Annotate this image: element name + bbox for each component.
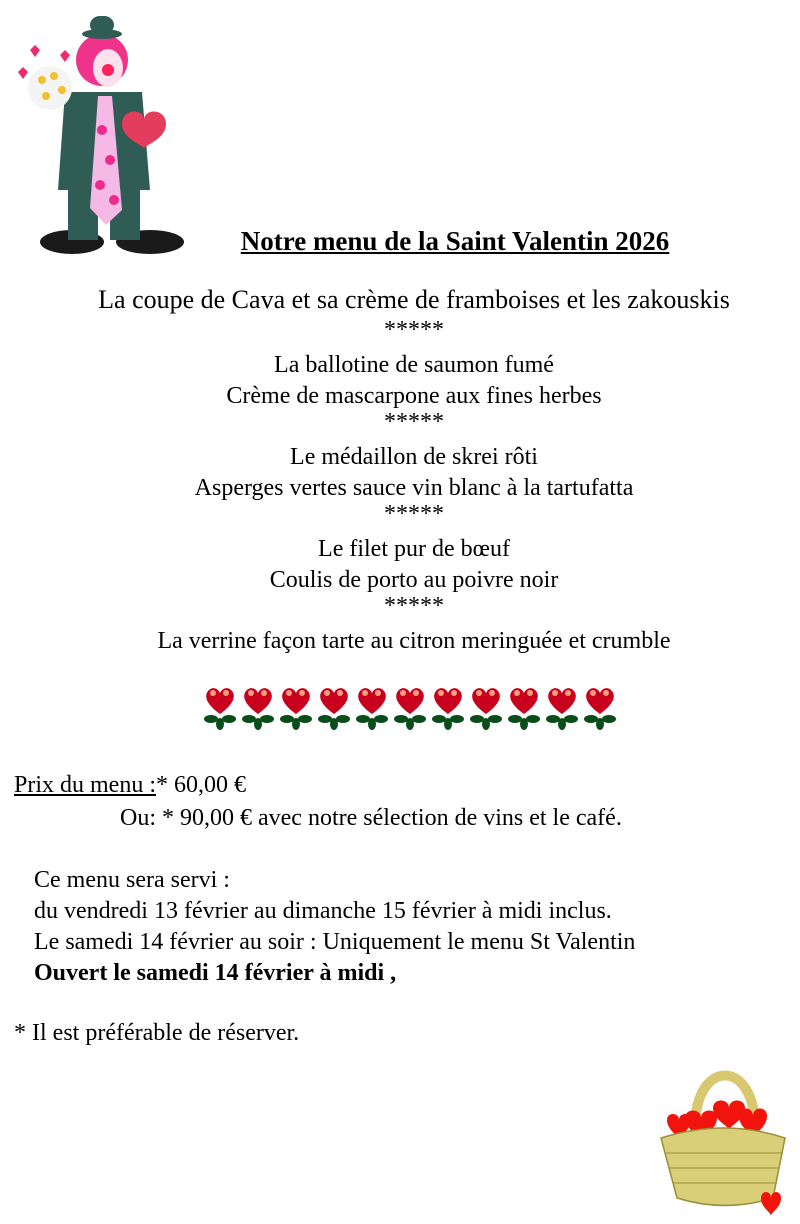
basket-of-hearts-image (655, 1058, 795, 1218)
schedule-saturday-evening: Le samedi 14 février au soir : Uniquement le menu St Valentin (34, 929, 636, 955)
price-line (14, 772, 246, 799)
heart-flower-icon (582, 684, 618, 730)
separator: ***** (384, 593, 444, 619)
clown-image (10, 10, 190, 255)
dessert: La verrine façon tarte au citron meringuée et crumble (157, 628, 671, 654)
starter-line-1: La ballotine de saumon fumé (274, 352, 554, 378)
separator: ***** (384, 501, 444, 527)
heart-flower-icon (202, 684, 238, 730)
meat-line-2: Coulis de porto au poivre noir (269, 567, 559, 593)
price-alt: Ou: * 90,00 € avec notre sélection de vins et le café. (120, 805, 622, 831)
separator: ***** (384, 409, 444, 435)
heart-flower-icon (354, 684, 390, 730)
schedule-intro: Ce menu sera servi : (34, 867, 230, 893)
starter-line-2: Crème de mascarpone aux fines herbes (226, 383, 602, 409)
heart-flower-icon (392, 684, 428, 730)
heart-flower-icon (240, 684, 276, 730)
heart-flower-icon (316, 684, 352, 730)
heart-flower-icon (506, 684, 542, 730)
footnote: * Il est préférable de réserver. (14, 1020, 300, 1046)
heart-flower-icon (544, 684, 580, 730)
aperitif: La coupe de Cava et sa crème de framboises et les zakouskis (98, 285, 730, 314)
meat-line-1: Le filet pur de bœuf (318, 536, 510, 562)
schedule-period: du vendredi 13 février au dimanche 15 février à midi inclus. (34, 898, 612, 924)
heart-divider (202, 684, 618, 730)
fish-line-1: Le médaillon de skrei rôti (290, 444, 538, 470)
heart-flower-icon (468, 684, 504, 730)
heart-flower-icon (278, 684, 314, 730)
page-title: Notre menu de la Saint Valentin 2026 (240, 226, 670, 256)
fish-line-2: Asperges vertes sauce vin blanc à la tartufatta (194, 475, 634, 501)
price-label: Prix du menu : (14, 772, 156, 798)
heart-flower-icon (430, 684, 466, 730)
price-base: * 60,00 € (156, 772, 246, 798)
separator: ***** (384, 317, 444, 343)
schedule-open-note: Ouvert le samedi 14 février à midi , (34, 960, 397, 986)
